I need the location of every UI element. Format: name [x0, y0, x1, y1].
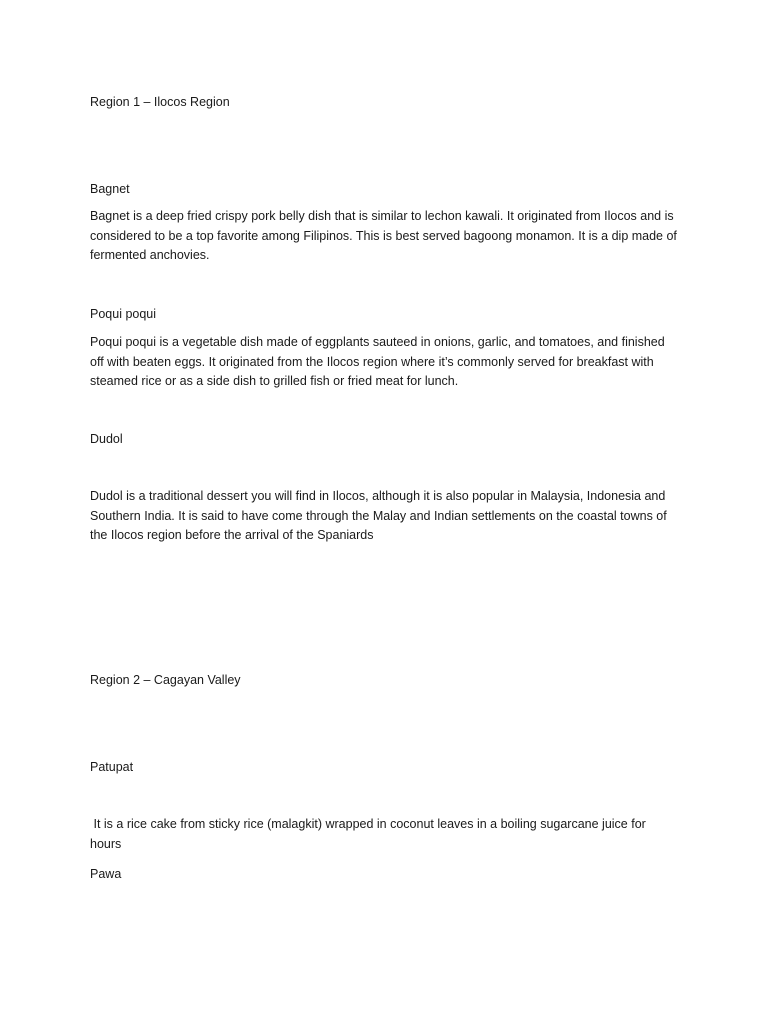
region-1-heading: Region 1 – Ilocos Region [90, 95, 230, 109]
patupat-heading: Patupat [90, 760, 134, 774]
dudol-heading: Dudol [90, 432, 123, 446]
bagnet-heading: Bagnet [90, 182, 130, 196]
bagnet-description: Bagnet is a deep fried crispy pork belly dish that is similar to lechon kawali. It originated from Ilocos and is considered to be a top favorite among Filipinos. This is best served bagoong monamon. It is a dip made of fermented anchovies. [90, 209, 677, 262]
poqui-poqui-description: Poqui poqui is a vegetable dish made of eggplants sauteed in onions, garlic, and tomatoes, and finished off with beaten eggs. It originated from the Ilocos region where it’s commonly served for breakfast with steamed rice or as a side dish to grilled fish or fried meat for lunch. [90, 335, 665, 388]
dudol-description: Dudol is a traditional dessert you will find in Ilocos, although it is also popular in Malaysia, Indonesia and Southern India. It is said to have come through the Malay and Indian settlements on the coastal towns of the Ilocos region before the arrival of the Spaniards [90, 489, 667, 542]
pawa-heading: Pawa [90, 867, 122, 881]
region-2-heading: Region 2 – Cagayan Valley [90, 673, 241, 687]
poqui-poqui-heading: Poqui poqui [90, 307, 157, 321]
patupat-description: It is a rice cake from sticky rice (malagkit) wrapped in coconut leaves in a boiling sugarcane juice for hours [90, 817, 650, 851]
